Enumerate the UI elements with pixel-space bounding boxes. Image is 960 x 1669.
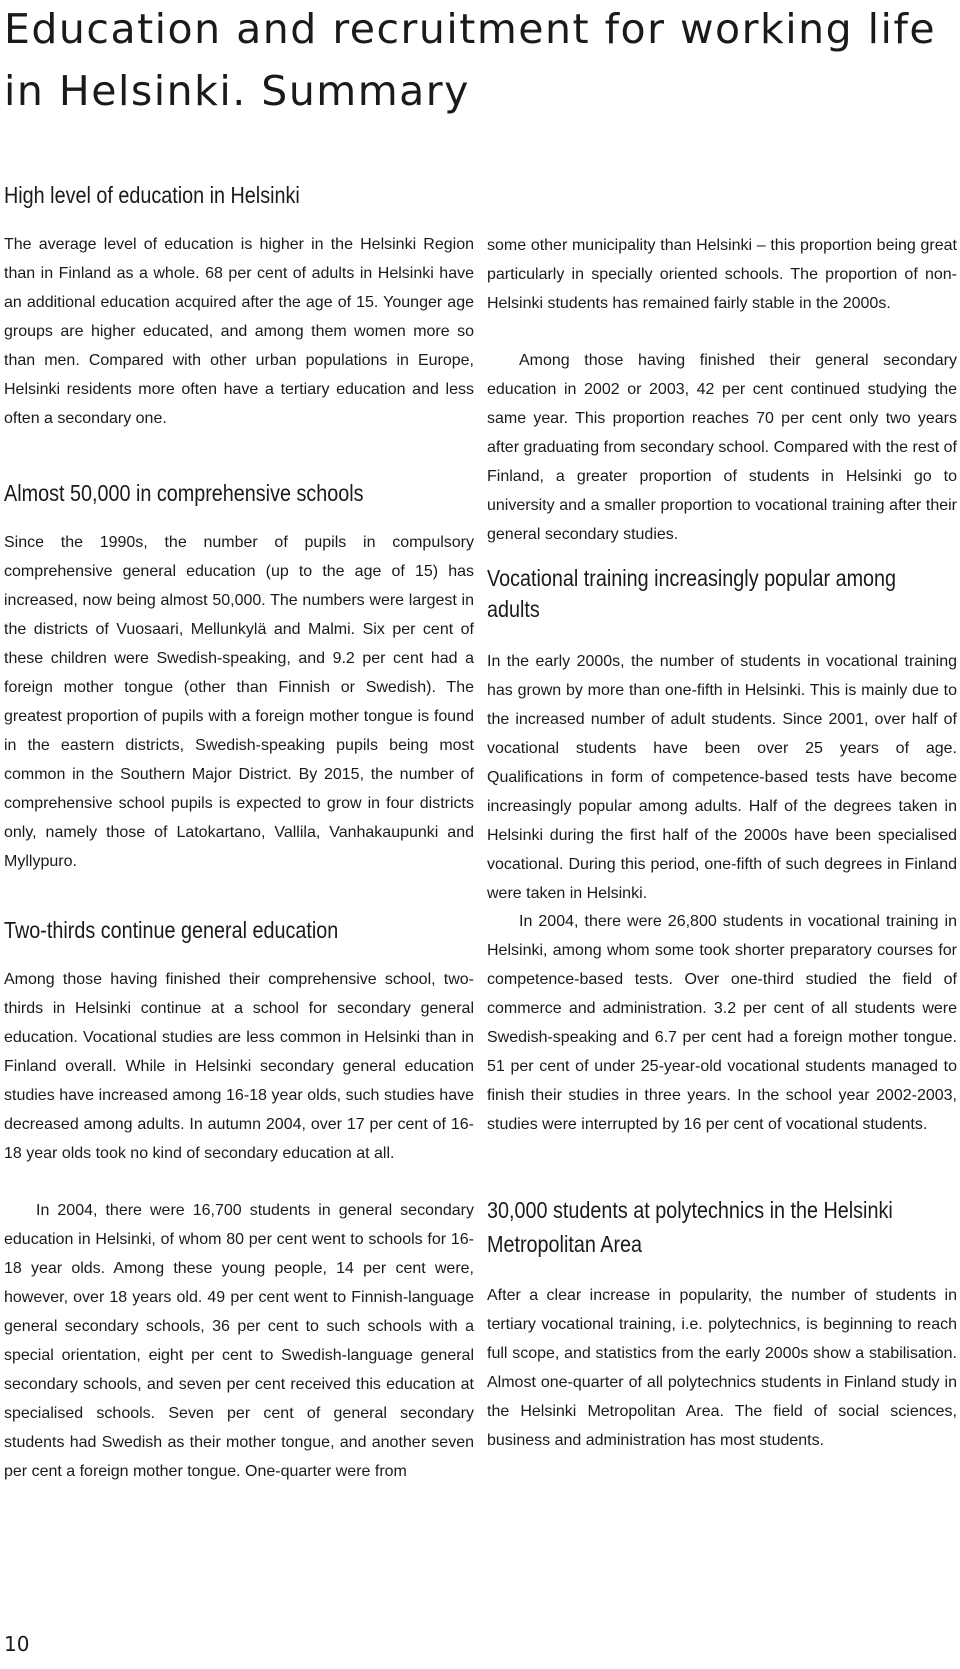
paragraph-vocational-training-1: In the early 2000s, the number of students in vocational training has grown by more than one-fifth in Helsinki. This is mainly due to the increased number of adult students. Since 2001, over half of vocational students have been over 25 years of age. Qualifications in form of competence-based tests have become increasingly popular among adults. Half of the degrees taken in Helsinki during the first half of the 2000s have been specialised vocational. During this period, one-fifth of such degrees in Finland were taken in Helsinki.	[487, 653, 957, 902]
section-heading-polytechnics-line2: Metropolitan Area	[487, 1231, 643, 1257]
paragraph-general-education-1: Among those having finished their comprehensive school, two-thirds in Helsinki continue at a school for secondary general education. Vocational studies are less common in Helsinki than in Finland overall. While in Helsinki secondary general education studies have increased among 16-18 year olds, such studies have decreased among adults. In autumn 2004, over 17 per cent of 16-18 year olds took no kind of secondary education at all.	[4, 971, 474, 1162]
paragraph-polytechnics: After a clear increase in popularity, the number of students in tertiary vocational training, i.e. polytechnics, is beginning to reach full scope, and statistics from the early 2000s show a stabilisation. Almost one-quarter of all polytechnics students in Finland study in the Helsinki Metropolitan Area. The field of social sciences, business and administration has most students.	[487, 1287, 957, 1449]
paragraph-high-level-education: The average level of education is higher in the Helsinki Region than in Finland as a whole. 68 per cent of adults in Helsinki have an additional education acquired after the age of 15. Younger age groups are higher educated, and among them women more so than men. Compared with other urban populations in Europe, Helsinki residents more often have a tertiary education and less often a secondary one.	[4, 236, 474, 427]
section-heading-high-level-education: High level of education in Helsinki	[4, 182, 300, 208]
section-heading-vocational-training-line1: Vocational training increasingly popular among	[487, 565, 897, 591]
section-heading-vocational-training-line2: adults	[487, 596, 540, 622]
paragraph-general-education-2: In 2004, there were 16,700 students in general secondary education in Helsinki, of whom 80 per cent went to schools for 16-18 year olds. Among these young people, 14 per cent were, however, over 18 years old. 49 per cent went to Finnish-language general secondary schools, 36 per cent to such schools with a special orientation, eight per cent to Swedish-language general secondary schools, and seven per cent received this education at specialised schools. Seven per cent of general secondary students had Swedish as their mother tongue, and another seven per cent a foreign mother tongue. One-quarter were from	[4, 1202, 474, 1480]
paragraph-continuation-2: Among those having finished their general secondary education in 2002 or 2003, 42 per cent continued studying the same year. This proportion reaches 70 per cent only two years after graduating from secondary school. Compared with the rest of Finland, a greater proportion of students in Helsinki go to university and a smaller proportion to vocational training after their general secondary studies.	[487, 352, 957, 543]
section-heading-polytechnics-line1: 30,000 students at polytechnics in the Helsinki	[487, 1197, 893, 1223]
paragraph-comprehensive-schools: Since the 1990s, the number of pupils in compulsory comprehensive general education (up to the age of 15) has increased, now being almost 50,000. The numbers were largest in the districts of Vuosaari, Mellunkylä and Malmi. Six per cent of these children were Swedish-speaking, and 9.2 per cent had a foreign mother tongue (other than Finnish or Swedish). The greatest proportion of pupils with a foreign mother tongue is found in the eastern districts, Swedish-speaking pupils being most common in the Southern Major District. By 2015, the number of comprehensive school pupils is expected to grow in four districts only, namely those of Latokartano, Vallila, Vanhakaupunki and Myllypuro.	[4, 534, 474, 870]
page-title: Education and recruitment for working life in Helsinki. Summary	[4, 5, 937, 115]
page-number: 10	[4, 1632, 30, 1656]
section-heading-comprehensive-schools: Almost 50,000 in comprehensive schools	[4, 480, 364, 506]
paragraph-vocational-training-2: In 2004, there were 26,800 students in vocational training in Helsinki, among whom some took shorter preparatory courses for competence-based tests. Over one-third studied the field of commerce and administration. 3.2 per cent of all students were Swedish-speaking and 6.7 per cent had a foreign mother tongue. 51 per cent of under 25-year-old vocational students managed to finish their studies in three years. In the school year 2002-2003, studies were interrupted by 16 per cent of vocational students.	[487, 913, 957, 1133]
section-heading-general-education: Two-thirds continue general education	[4, 917, 339, 943]
paragraph-continuation-1: some other municipality than Helsinki – this proportion being great particularly in specially oriented schools. The proportion of non-Helsinki students has remained fairly stable in the 2000s.	[487, 237, 957, 312]
